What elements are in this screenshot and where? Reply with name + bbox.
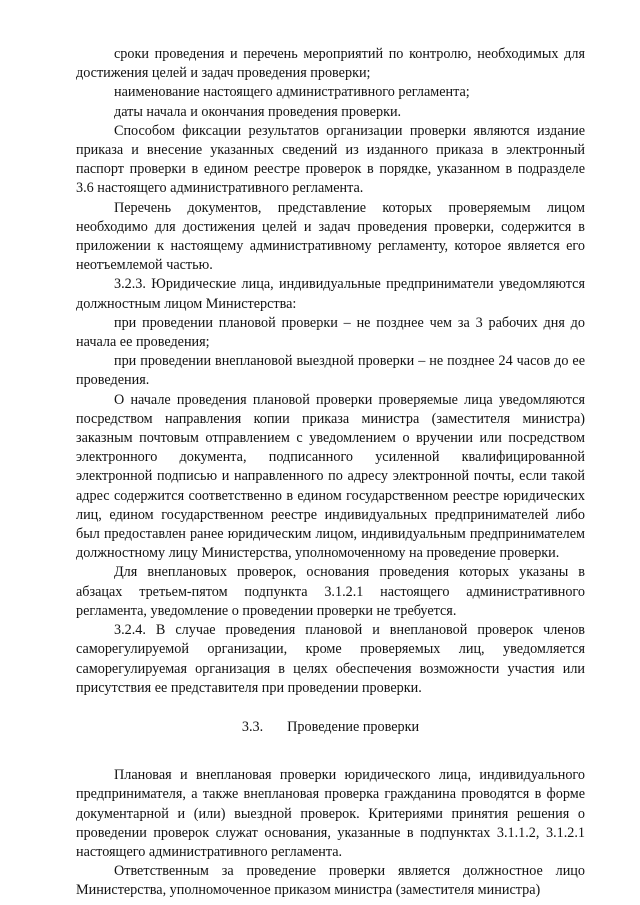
section-heading	[76, 718, 585, 737]
paragraph-planned-check-notice: при проведении плановой проверки – не позднее чем за 3 рабочих дня до начала ее проведения;	[76, 314, 585, 351]
paragraph-check-dates: даты начала и окончания проведения проверки.	[114, 103, 402, 120]
section-number: 3.3.	[241, 718, 264, 735]
paragraph-checks-terms: сроки проведения и перечень мероприятий по контролю, необходимых для достижения целей и задач проведения проверки;	[76, 46, 585, 82]
paragraph-documents-list: Перечень документов, представление которых проверяемым лицом необходимо для достижения целей и задач проведения проверки, содержится в приложении к настоящему административному регламенту, которое является его неотъемлемой частью.	[76, 199, 585, 274]
paragraph-fixation-method: Способом фиксации результатов организации проверки являются издание приказа и внесение указанных сведений из изданного приказа в электронный паспорт проверки в едином реестре проверок в порядке, указанном в подразделе 3.6 настоящего административного регламента.	[76, 122, 585, 197]
paragraph-3-2-3: 3.2.3. Юридические лица, индивидуальные предприниматели уведомляются должностным лицом Министерства:	[76, 276, 585, 312]
paragraph-no-notice-required: Для внеплановых проверок, основания проведения которых указаны в абзацах третьем-пятом подпункта 3.1.2.1 настоящего административного регламента, уведомление о проведении проверки не требуется.	[76, 564, 585, 619]
paragraph-regulation-name: наименование настоящего административного регламента;	[114, 84, 470, 101]
paragraph-responsible-person: Ответственным за проведение проверки является должностное лицо Министерства, уполномоченное приказом министра (заместителя министра)	[76, 863, 585, 899]
paragraph-notification-method: О начале проведения плановой проверки проверяемые лица уведомляются посредством направления копии приказа министра (заместителя министра) заказным почтовым отправлением с уведомлением о вручении или посредством электронного документа, подписанного усиленной квалифицированной электронной подписью и направленного по адресу электронной почты, если такой адрес содержится соответственно в едином государственном реестре юридических лиц, едином государственном реестре индивидуальных предпринимателей либо был предоставлен ранее юридическим лицом, индивидуальным предпринимателем должностному лицу Министерства, уполномоченному на проведение проверки.	[76, 391, 585, 562]
section-title: Проведение проверки	[287, 718, 420, 735]
paragraph-check-forms: Плановая и внеплановая проверки юридического лица, индивидуального предпринимателя, а также внеплановая проверка гражданина проводятся в форме документарной и (или) выездной проверок. Критериями принятия решения о проведении проверок служат основания, указанные в подпунктах 3.1.1.2, 3.1.2.1 настоящего административного регламента.	[76, 767, 585, 860]
paragraph-3-2-4: 3.2.4. В случае проведения плановой и внеплановой проверок членов саморегулируемой организации, кроме проверяемых лиц, уведомляется саморегулируемая организация в целях обеспечения возможности участия или присутствия ее представителя при проведении проверки.	[76, 622, 585, 696]
paragraph-unplanned-check-notice: при проведении внеплановой выездной проверки – не позднее 24 часов до ее проведения.	[76, 353, 585, 389]
document-body	[76, 45, 585, 901]
